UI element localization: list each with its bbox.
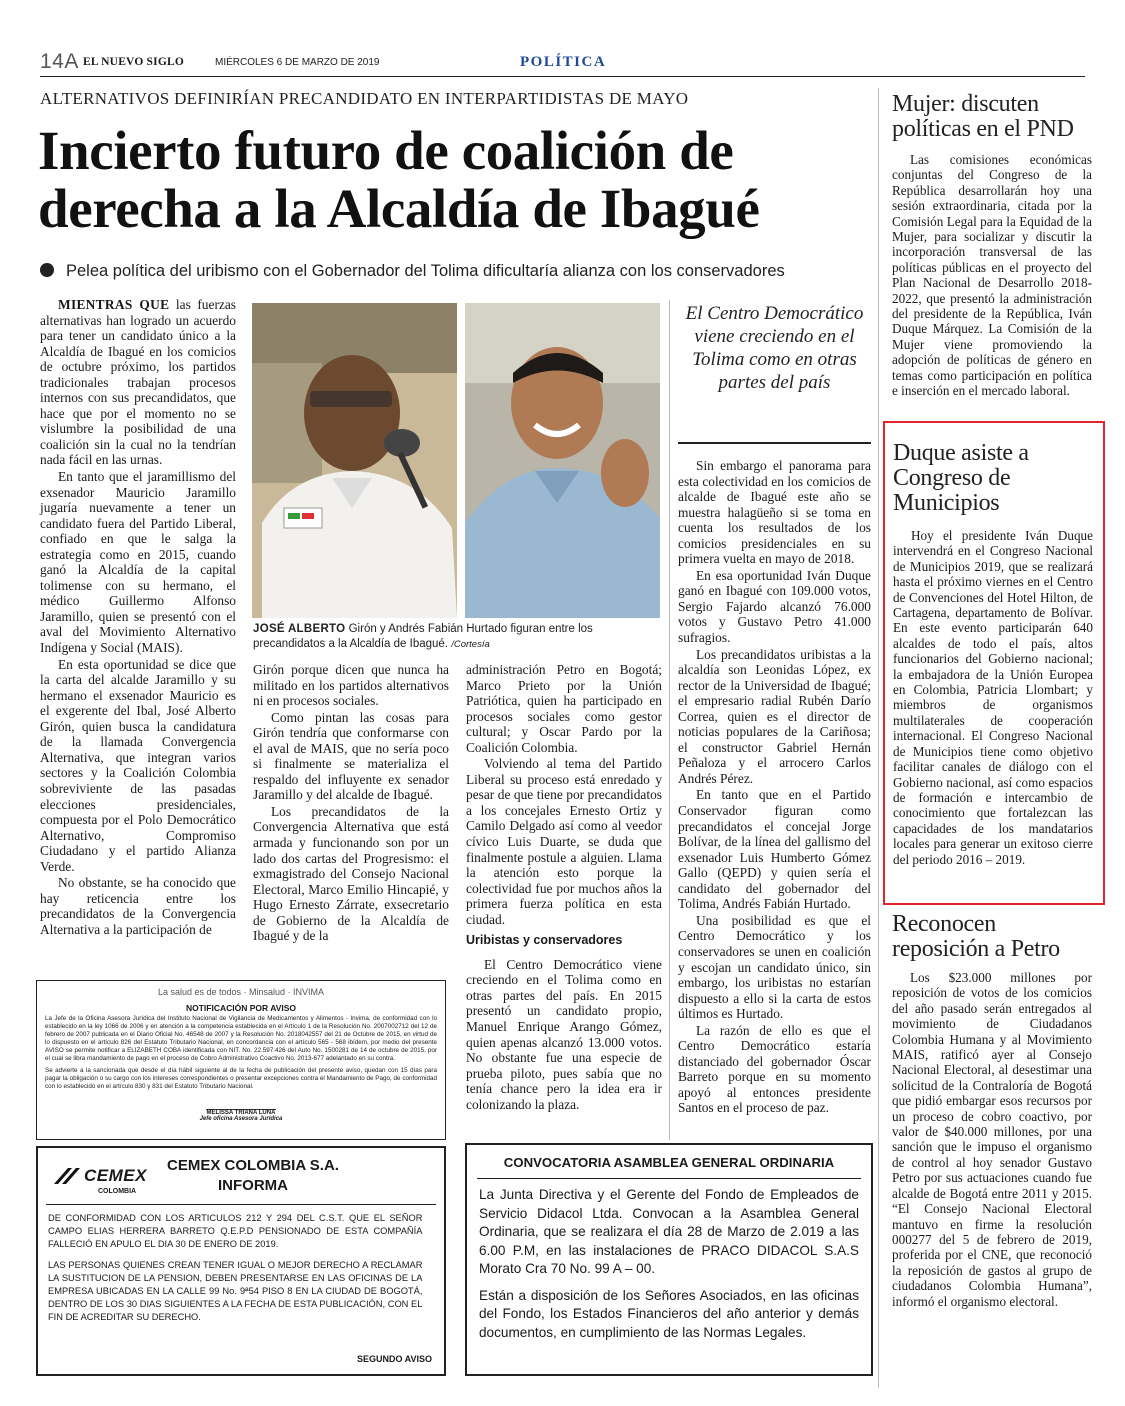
cemex-header: [48, 1156, 434, 1206]
lead-caps: MIENTRAS QUE: [58, 297, 170, 312]
col3-paragraph: administración Petro en Bogotá; Marco Prieto por la Unión Patriótica, quien ha participado en procesos sociales como gestor cultural; y Oscar Pardo por la Coalición Colombia.: [466, 662, 662, 755]
caption-name: JOSÉ ALBERTO: [253, 623, 346, 635]
cemex-title-line-2: INFORMA: [218, 1177, 288, 1194]
col4-paragraph: En esa oportunidad Iván Duque ganó en Ibagué con 109.000 votos, Sergio Fajardo alcanzó 76.000 votos y Gustavo Petro 41.000 sufragios.: [678, 567, 871, 646]
invima-signature: [45, 1101, 437, 1122]
article-headline: [38, 122, 868, 238]
didacol-title: CONVOCATORIA ASAMBLEA GENERAL ORDINARIA: [503, 1155, 835, 1170]
invima-notice: [36, 980, 446, 1140]
sidebar-paragraph: Los $23.000 millones por reposición de votos de los comicios del año pasado serán entregados al movimiento de Ciudadanos Colombia Humana y al Movimiento MAIS, ratificó ayer al Consejo Nacional Electoral, al desestimar una solicitud de la Contraloría de Bogotá que pidió embargar esos recursos por un proceso de cobro coactivo, por valor de $40.000 millones, por una sanción que le impuso el organismo de control al hoy senador Gustavo Petro por sus actuaciones cuando fue alcalde de Bogotá entre 2011 y 2015. “El Consejo Nacional Electoral mantuvo en firme la resolución 000277 del 5 de febrero de 2019, proferida por el CNE, que reconoció la reposición de gastos al grupo de ciudadanos Colombia Humana”, informó el organismo electoral.: [892, 970, 1092, 1309]
photo-andres-fabian-hurtado: [465, 303, 660, 618]
article-column-4: [678, 458, 871, 1117]
article-kicker: ALTERNATIVOS DEFINIRÍAN PRECANDIDATO EN INTERPARTIDISTAS DE MAYO: [40, 89, 689, 108]
headline-line-1: Incierto futuro de coalición de: [38, 120, 734, 181]
photo-caption: [253, 622, 663, 652]
caption-text: Girón y Andrés Fabián Hurtado figuran entre los precandidatos a la Alcaldía de Ibagué.: [253, 623, 593, 650]
sidebar-body-mujer: [892, 152, 1092, 399]
sidebar-body-petro: [892, 970, 1092, 1309]
col2-paragraph: Girón porque dicen que nunca ha militado en los partidos alternativos ni en procesos sociales.: [253, 662, 449, 709]
cemex-rule: [46, 1204, 436, 1205]
cemex-paragraph-1: DE CONFORMIDAD CON LOS ARTICULOS 212 Y 294 DEL C.S.T. QUE EL SEÑOR CAMPO ELIAS HERRERA BARRETO Q.E.P.D PENSIONADO DE ESTA COMPAÑÍA FALLECIÓ EN APULO EL DIA 30 DE ENERO DE 2019.: [48, 1213, 423, 1250]
didacol-notice: [465, 1143, 873, 1376]
issue-date: MIÉRCOLES 6 DE MARZO DE 2019: [215, 57, 380, 68]
sidebar-paragraph: Hoy el presidente Iván Duque intervendrá en el Congreso Nacional de Municipios 2019, que se realizará hasta el próximo viernes en el Centro de Convenciones del Hotel Hilton, de Cartagena, departamento de Bolívar. En este evento participarán 640 alcaldes de todo el país, altos funcionarios del Gobierno nacional; la embajadora de la Unión Europea en Colombia, Patricia Llombart; y miembros de organismos multilaterales de cooperación internacional. El Congreso Nacional de Municipios tiene como objetivo facilitar canales de diálogo con el Gobierno nacional, así como espacios de formación e intercambio de conocimiento que fortalezcan las capacidades de los mandatarios locales para generar un exitoso cierre del periodo 2016 – 2019.: [893, 528, 1093, 867]
didacol-rule: [477, 1178, 861, 1179]
cemex-footer: SEGUNDO AVISO: [356, 1354, 432, 1364]
col4-paragraph: En tanto que en el Partido Conservador figuran como precandidatos el concejal Jorge Bolívar, de la línea del gallismo del exsenador Luis Humberto Gómez Gallo (QEPD) y quien sería el candidato del gobernador del Tolima, Andrés Fabián Hurtado.: [678, 787, 871, 912]
cemex-title-line-1: CEMEX COLOMBIA S.A.: [167, 1157, 339, 1174]
sidebar-paragraph: Las comisiones económicas conjuntas del Congreso de la República desarrollarán hoy una sesión extraordinaria, citada por la Comisión Legal para la Equidad de la Mujer, para socializar y discutir la incorporación transversal de las políticas públicas en el proyecto del Plan Nacional de Desarrollo 2018-2022, que presentó la administración del presidente de la República, Iván Duque Márquez. La Comisión de la Mujer viene promoviendo la adopción de políticas de género en temas como participación en política e inserción en el mercado laboral.: [892, 152, 1092, 399]
invima-signer-role: Jefe oficina Asesora Jurídica: [199, 1116, 283, 1122]
sidebar-title-duque: Duque asiste a Congreso de Municipios: [893, 440, 1029, 516]
cemex-logo-sub: COLOMBIA: [98, 1188, 137, 1195]
cemex-paragraph-2: LAS PERSONAS QUIENES CREAN TENER IGUAL O MEJOR DERECHO A RECLAMAR LA SUSTITUCION DE LA PENSION, DEBEN PRESENTARSE EN LAS OFICINAS DE LA EMPRESA UBICADAS EN LA CALLE 99 No. 9ª54 PISO 8 EN LA CIUDAD DE BOGOTÁ, DENTRO DE LOS 30 DIAS SIGUIENTES A LA FECHA DE ESTA PUBLICACIÓN, CON EL FIN DE ACREDITAR SU DERECHO.: [48, 1260, 423, 1323]
photo-jose-alberto-giron-image: [252, 303, 457, 618]
cemex-title: [158, 1156, 348, 1196]
article-deck: [40, 262, 880, 281]
sidebar-title-petro: Reconocen reposición a Petro: [892, 911, 1060, 962]
col4-paragraph: Los precandidatos uribistas a la alcaldía son Leonidas López, ex rector de la Universidad de Ibagué; el empresario radial Rubén Darío Correa, quien es el director de noticias populares de la Cariñosa; el constructor Gabriel Hernán Peñaloza y el arrocero Carlos Andrés Pérez.: [678, 646, 871, 786]
cemex-notice: [36, 1146, 446, 1376]
invima-text: La Jefe de la Oficina Asesora Jurídica del Instituto Nacional de Vigilancia de Medicamentos y Alimentos - Invima, de conformidad con lo establecido en la ley 1066 de 2006 y en atención a la competencia establecida en el Artículo 1 de la Resolución No. 2007002712 del 12 de febrero de 2007 publicada en el Diario Oficial No. 46548 de 2007 y la Resolución No. 2018042557 del 21 de Octubre de 2015, en virtud de lo dispuesto en el artículo 826 del Estatuto Tributario Nacional, en concordancia con el artículo 565 - 568 ibídem, por medio del presente AVISO se permite notificar a ELIZABETH COBA identificada con NIT. No. 22.597.426 del Auto No. 1500281 de 14 de octubre de 2015, por el cual se libra mandamiento de pago en el proceso de Cobro Administrativo Coactivo No. 2013-677 adelantado en su contra.: [45, 1015, 437, 1062]
col2-paragraph: Los precandidatos de la Convergencia Alternativa que está armada y funcionando son por un lado dos cartas del Progresismo: el exmagistrado del Consejo Nacional Electoral, Marco Emilio Hincapié, y Hugo Ernesto Zárrate, exsecretario de Gobierno de la Alcaldía de Ibagué y de la: [253, 803, 449, 944]
didacol-paragraph-2: Están a disposición de los Señores Asociados, en las oficinas del Fondo, los Estados Financieros del año anterior y demás documentos, en cumplimiento de las Normas Legales.: [479, 1287, 859, 1340]
deck-text: Pelea política del uribismo con el Gobernador del Tolima dificultaría alianza con los conservadores: [66, 262, 785, 280]
invima-text-2: Se advierte a la sancionada que desde el día hábil siguiente al de la fecha de publicación del presente aviso, quedan con 15 días para pagar la obligación o su cargo con los intereses correspondientes o presentar excepciones contra el Mandamiento de Pago, de conformidad con lo establecido en el artículo 830 y 831 del Estatuto Tributario Nacional.: [45, 1067, 437, 1090]
pull-quote: El Centro Democrático viene creciendo en el Tolima como en otras partes del país: [685, 303, 864, 393]
section-name: POLÍTICA: [520, 54, 607, 70]
masthead: [40, 50, 1085, 77]
col1-paragraph: En tanto que el jaramillismo del exsenador Mauricio Jaramillo jugaría nuevamente a tener un candidato fuera del Partido Liberal, confiado en que le salga la estrategia como en 2015, cuando ganó la Alcaldía de la capital tolimense con su hermano, el médico Guillermo Alfonso Jaramillo, quien se presentó con el aval del Movimiento Alternativo Indígena y Social (MAIS).: [40, 469, 236, 656]
pull-quote-rule: [678, 442, 871, 444]
invima-signer: MELISSA TRIANA LUNA: [206, 1110, 276, 1116]
paper-name: EL NUEVO SIGLO: [83, 56, 184, 68]
col1-paragraph: En esta oportunidad se dice que la carta del alcalde Jaramillo y su hermano el exsenador Mauricio es el exgerente del Ibal, José Alberto Girón, quien busca la candidatura de la llamada Convergencia Alternativa, que integran varios sectores y la Coalición Colombia sobreviviente de las pasadas elecciones presidenciales, compuesta por el Polo Democrático Alternativo, Compromiso Ciudadano y el partido Alianza Verde.: [40, 656, 236, 874]
caption-credit: /Cortesía: [451, 638, 490, 650]
col4-paragraph: La razón de ello es que el Centro Democrático estaría distanciado del gobernador Óscar Barreto porque en su momento apoyó al entonces presidente Santos en el proceso de paz.: [678, 1022, 871, 1116]
photo-jose-alberto-giron: [252, 303, 457, 618]
cemex-logo-text: CEMEX: [84, 1166, 147, 1185]
didacol-paragraph-1: La Junta Directiva y el Gerente del Fondo de Empleados de Servicio Didacol Ltda. Convocan a la Asamblea General Ordinaria, que se realizara el día 28 de Marzo de 2.019 a las 6.00 P.M, en las instalaciones de PRACO DIDACOL S.A.S Morato Cra 70 No. 99 A – 00.: [479, 1187, 859, 1276]
col4-paragraph: Una posibilidad es que el Centro Democrático y los conservadores se unen en coalición y escojan un candidato único, sin embargo, los uribistas no estarían dispuesto a ello si la carta de estos últimos es Hurtado.: [678, 912, 871, 1022]
col4-paragraph: Sin embargo el panorama para esta colectividad en los comicios de alcalde de Ibagué este año se muestra halagüeño si se toma en cuenta los resultados de los comicios presidenciales en su primera vuelta en mayo de 2018.: [678, 458, 871, 567]
invima-logos: La salud es de todos · Minsalud · INVIMA: [157, 987, 325, 997]
column-divider: [669, 300, 670, 1140]
article-column-2: [253, 662, 449, 945]
col2-paragraph: Como pintan las cosas para Girón tendría que conformarse con el aval de MAIS, que no sería poco si finalmente se materializa el respaldo del influyente ex senador Jaramillo y del alcalde de Ibagué.: [253, 709, 449, 803]
sidebar-title-mujer: Mujer: discuten políticas en el PND: [892, 91, 1074, 142]
col3-paragraph: El Centro Democrático viene creciendo en el Tolima como en otras partes del país. En 2015 presentó un candidato propio, Manuel Enrique Arango Gómez, quien apenas alcanzó 13.000 votos. No obstante fue una especie de prueba piloto, pues sabía que no tenía chance pero la idea era ir colonizando la plaza.: [466, 956, 662, 1112]
invima-title: NOTIFICACIÓN POR AVISO: [185, 1003, 297, 1013]
col1-paragraph: No obstante, se ha conocido que hay reticencia entre los precandidatos de la Convergencia Alternativa a la participación de: [40, 875, 236, 937]
page-number: 14A: [40, 50, 79, 73]
article-column-1: [40, 297, 236, 938]
cemex-logo-icon: [52, 1166, 86, 1186]
bullet-icon: [40, 263, 54, 277]
headline-line-2: derecha a la Alcaldía de Ibagué: [38, 178, 760, 239]
col3-paragraph: Volviendo al tema del Partido Liberal su proceso está enredado y pesar de que tiene por precandidatos a los concejales Ernesto Ortiz y Camilo Delgado así como al veedor cívico Luis Duarte, se duda que finalmente postule a alguien. Llama la atención esto porque la colectividad fue por muchos años la primera fuerza política en esta ciudad.: [466, 756, 662, 927]
sidebar-divider: [878, 88, 879, 1388]
sidebar-body-duque: [893, 528, 1093, 867]
col1-paragraph: las fuerzas alternativas han logrado un acuerdo para tener un candidato único a la Alcaldía de Ibagué en los comicios de octubre próximo, los partidos tradicionales trabajan procesos internos con sus precandidatos, que hace que por el momento no se vislumbre la posibilidad de una coalición sin la cual no la tendrían nada fácil en las urnas.: [40, 297, 237, 468]
article-column-3: [466, 662, 662, 1113]
subheading: Uribistas y conservadores: [466, 933, 623, 948]
photo-andres-fabian-hurtado-image: [465, 303, 660, 618]
signature-line: [206, 1101, 276, 1110]
